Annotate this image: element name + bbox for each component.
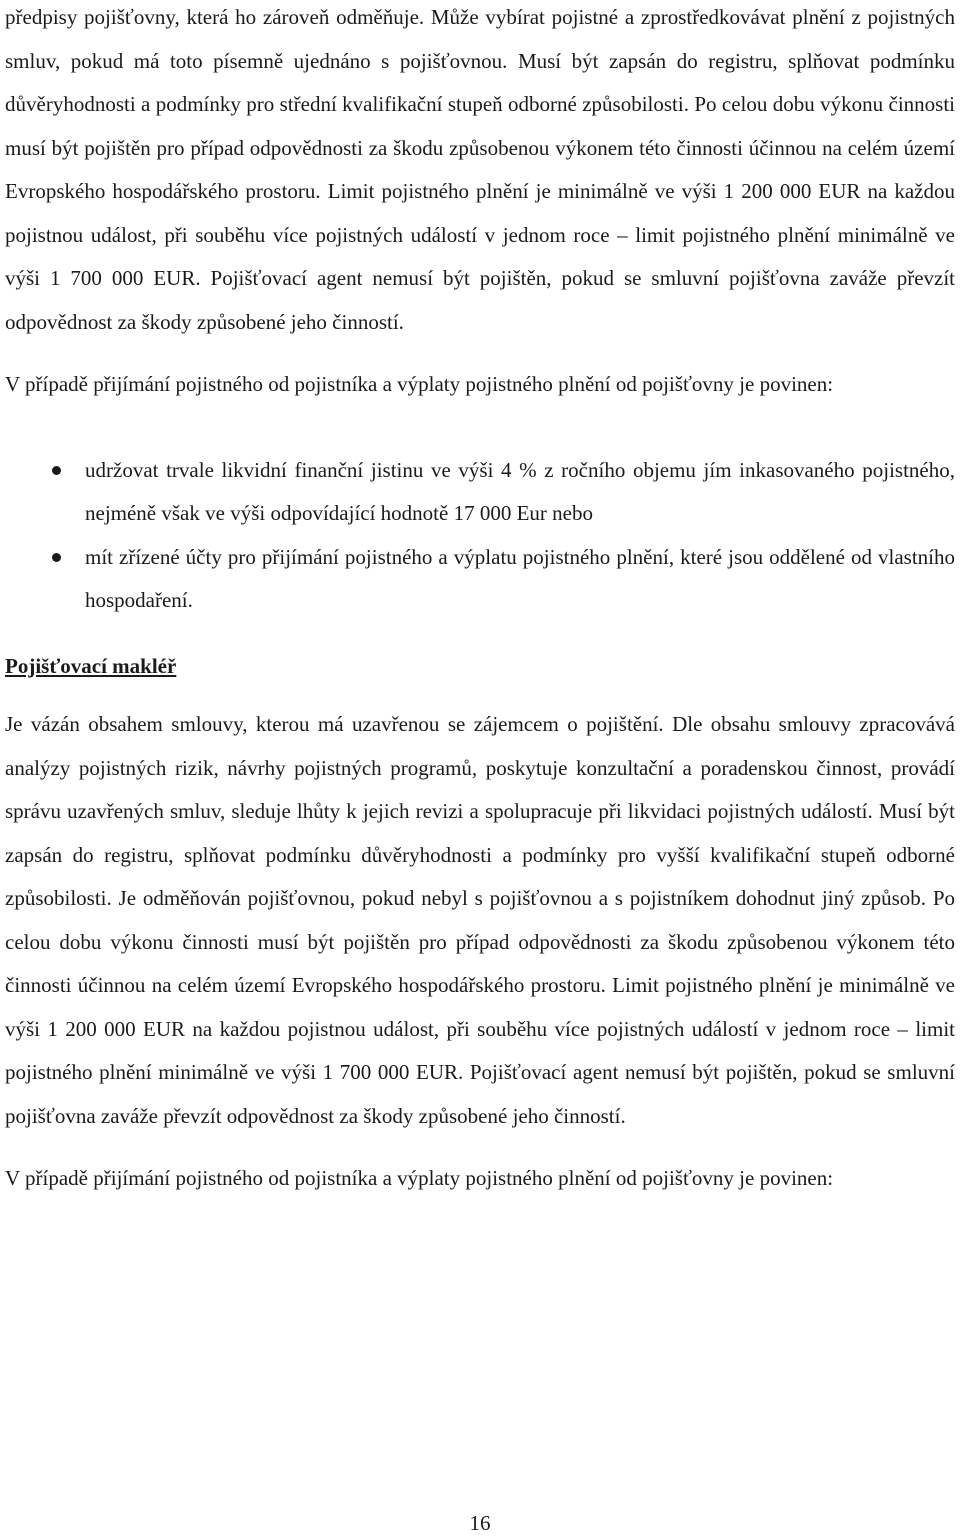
section-heading: Pojišťovací makléř (5, 653, 177, 678)
list-item-text: udržovat trvale likvidní finanční jistinu ve výši 4 % z ročního objemu jím inkasovaného pojistného, nejméně však ve výši odpovídající hodnotě 17 000 Eur nebo (85, 457, 955, 525)
obligation-list (5, 449, 955, 623)
paragraph-agent-requirements: předpisy pojišťovny, která ho zároveň odměňuje. Může vybírat pojistné a zprostředkovávat plnění z pojistných smluv, pokud má toto písemně ujednáno s pojišťovnou. Musí být zapsán do registru, splňovat podmínku důvěryhodnosti a podmínky pro střední kvalifikační stupeň odborné způsobilosti. Po celou dobu výkonu činnosti musí být pojištěn pro případ odpovědnosti za škodu způsobenou výkonem této činnosti účinnou na celém území Evropského hospodářského prostoru. Limit pojistného plnění je minimálně ve výši 1 200 000 EUR na každou pojistnou událost, při souběhu více pojistných událostí v jednom roce – limit pojistného plnění minimálně ve výši 1 700 000 EUR. Pojišťovací agent nemusí být pojištěn, pokud se smluvní pojišťovna zaváže převzít odpovědnost za škody způsobené jeho činností. (5, 5, 955, 334)
paragraph-broker-obligation: V případě přijímání pojistného od pojistníka a výplaty pojistného plnění od pojišťovny je povinen: (5, 1166, 834, 1190)
document-page (5, 0, 955, 1201)
list-item (5, 536, 955, 623)
bullet-icon (52, 466, 61, 475)
bullet-icon (52, 553, 61, 562)
paragraph-agent-obligation: V případě přijímání pojistného od pojistníka a výplaty pojistného plnění od pojišťovny je povinen: (5, 372, 834, 396)
page-number: 16 (469, 1511, 491, 1535)
list-item-text: mít zřízené účty pro přijímání pojistného a výplatu pojistného plnění, které jsou oddělené od vlastního hospodaření. (85, 544, 955, 612)
paragraph-broker-requirements: Je vázán obsahem smlouvy, kterou má uzavřenou se zájemcem o pojištění. Dle obsahu smlouvy zpracovává analýzy pojistných rizik, návrhy pojistných programů, poskytuje konzultační a poradenskou činnost, provádí správu uzavřených smluv, sleduje lhůty k jejich revizi a spolupracuje při likvidaci pojistných událostí. Musí být zapsán do registru, splňovat podmínku důvěryhodnosti a podmínky pro vyšší kvalifikační stupeň odborné způsobilosti. Je odměňován pojišťovnou, pokud nebyl s pojišťovnou a s pojistníkem dohodnut jiný způsob. Po celou dobu výkonu činnosti musí být pojištěn pro případ odpovědnosti za škodu způsobenou výkonem této činnosti účinnou na celém území Evropského hospodářského prostoru. Limit pojistného plnění je minimálně ve výši 1 200 000 EUR na každou pojistnou událost, při souběhu více pojistných událostí v jednom roce – limit pojistného plnění minimálně ve výši 1 700 000 EUR. Pojišťovací agent nemusí být pojištěn, pokud se smluvní pojišťovna zaváže převzít odpovědnost za škody způsobené jeho činností. (5, 712, 955, 1128)
list-item (5, 449, 955, 536)
